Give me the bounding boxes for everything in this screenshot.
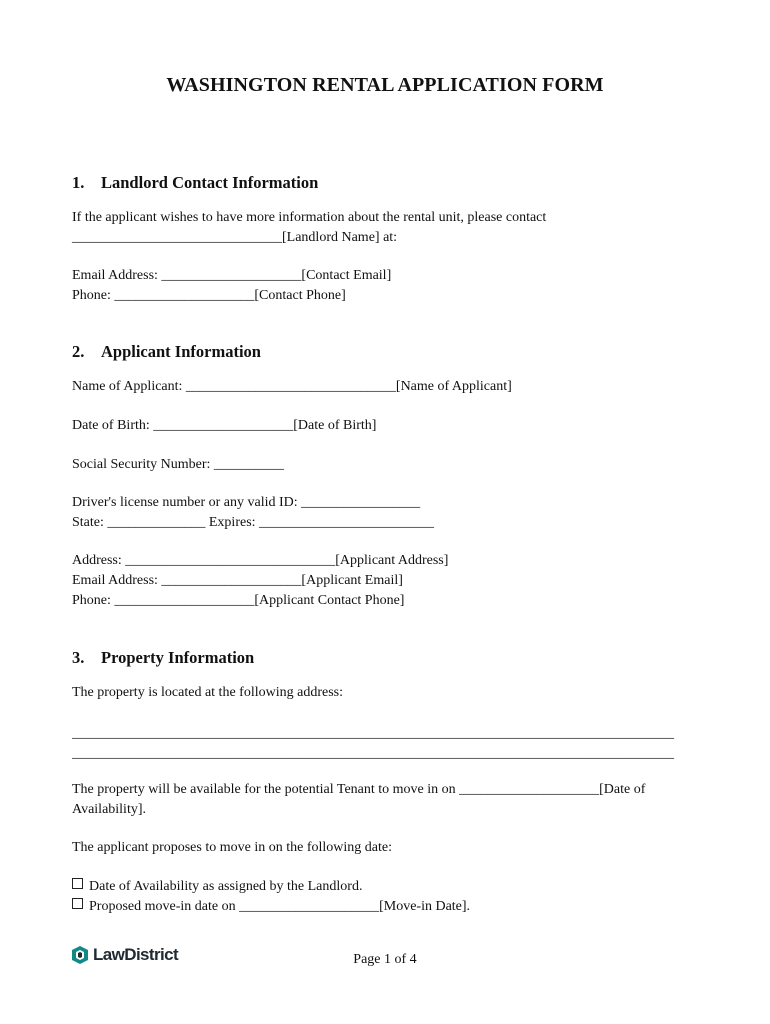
property-address-intro: The property is located at the following address: bbox=[72, 685, 343, 700]
section-title: Property Information bbox=[101, 648, 255, 667]
section-heading-property bbox=[72, 648, 254, 668]
checkbox-proposed-move-in[interactable] bbox=[72, 898, 83, 909]
availability-line-cont: Availability]. bbox=[72, 802, 146, 817]
applicant-address-field: Address: ______________________________[Applicant Address] bbox=[72, 553, 449, 568]
option-label: Proposed move-in date on ____________________[Move-in Date]. bbox=[89, 899, 471, 914]
section-heading-landlord bbox=[72, 173, 318, 193]
applicant-ssn-field: Social Security Number: __________ bbox=[72, 457, 284, 472]
section-title: Landlord Contact Information bbox=[101, 173, 319, 192]
applicant-name-field: Name of Applicant: ______________________________[Name of Applicant] bbox=[72, 379, 512, 394]
applicant-email-field: Email Address: ____________________[Applicant Email] bbox=[72, 573, 403, 588]
property-address-blank-1: ______________________________________________________________________________________ bbox=[72, 726, 674, 741]
applicant-phone-field: Phone: ____________________[Applicant Contact Phone] bbox=[72, 593, 405, 608]
section-heading-applicant bbox=[72, 342, 261, 362]
landlord-phone-field: Phone: ____________________[Contact Phone] bbox=[72, 288, 346, 303]
availability-line: The property will be available for the potential Tenant to move in on ____________________[Date of bbox=[72, 782, 646, 797]
applicant-license-field: Driver's license number or any valid ID: _________________ bbox=[72, 495, 421, 510]
document-title: WASHINGTON RENTAL APPLICATION FORM bbox=[166, 74, 604, 96]
section-number: 1. bbox=[72, 173, 85, 192]
logo-wordmark: LawDistrict bbox=[93, 945, 179, 964]
applicant-dob-field: Date of Birth: ____________________[Date of Birth] bbox=[72, 418, 377, 433]
option-date-of-availability bbox=[72, 877, 362, 896]
page-number: Page 1 of 4 bbox=[353, 952, 417, 967]
checkbox-date-of-availability[interactable] bbox=[72, 878, 83, 889]
option-proposed-move-in bbox=[72, 897, 470, 916]
landlord-name-field: ______________________________[Landlord Name] at: bbox=[72, 230, 398, 245]
landlord-email-field: Email Address: ____________________[Contact Email] bbox=[72, 268, 392, 283]
applicant-state-expires-field: State: ______________ Expires: _________________________ bbox=[72, 515, 435, 530]
section-number: 3. bbox=[72, 648, 85, 667]
section-title: Applicant Information bbox=[101, 342, 261, 361]
section-number: 2. bbox=[72, 342, 85, 361]
property-address-blank-2: ______________________________________________________________________________________ bbox=[72, 746, 674, 761]
option-label: Date of Availability as assigned by the Landlord. bbox=[89, 879, 363, 894]
move-in-intro: The applicant proposes to move in on the following date: bbox=[72, 840, 392, 855]
landlord-intro-line: If the applicant wishes to have more information about the rental unit, please contact bbox=[72, 210, 547, 225]
